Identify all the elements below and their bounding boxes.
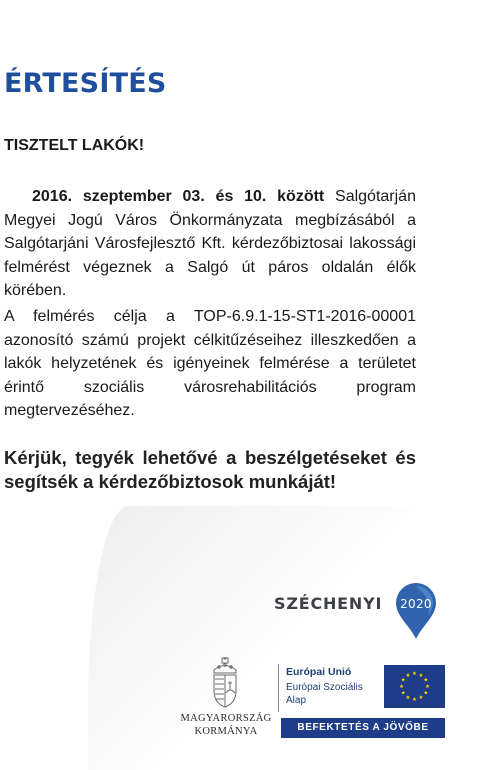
svg-text:★: ★ xyxy=(400,690,406,697)
paragraph-survey-dates xyxy=(4,185,416,303)
eu-name: Európai Unió xyxy=(286,666,352,678)
szechenyi-program-year: 2020 xyxy=(400,597,432,611)
greeting: TISZTELT LAKÓK! xyxy=(4,137,145,154)
svg-text:★: ★ xyxy=(399,684,404,690)
government-line-1: MAGYARORSZÁG xyxy=(180,713,272,724)
svg-text:★: ★ xyxy=(400,677,406,684)
notice-title: ÉRTESÍTÉS xyxy=(4,68,167,99)
svg-text:★: ★ xyxy=(412,671,417,677)
szechenyi-program-name: SZÉCHENYI xyxy=(274,594,383,613)
survey-description: Salgótarján Megyei Jogú Város Önkormányzata megbízásából a Salgótarjáni Városfejlesztő Kft. kérdezőbiztosai lakossági felmérést végeznek a Salgó út páros oldalán élők körében. xyxy=(4,188,416,299)
svg-text:★: ★ xyxy=(425,684,430,690)
svg-text:★: ★ xyxy=(418,695,424,702)
eu-fund-name: Európai Szociális Alap xyxy=(286,682,363,706)
eu-divider xyxy=(278,664,279,712)
government-name xyxy=(180,713,272,738)
appeal-text: Kérjük, tegyék lehetővé a beszélgetéseket és segítsék a kérdezőbiztosok munkáját! xyxy=(4,447,416,492)
slogan-banner: BEFEKTETÉS A JÖVŐBE xyxy=(281,718,445,738)
paragraph-survey-purpose: A felmérés célja a TOP-6.9.1-15-ST1-2016-00001 azonosító számú projekt célkitűzéseihez illeszkedően a lakók helyzetének és igényeinek felmérése a területet érintő szociális városrehabilitációs program megtervezéséhez. xyxy=(4,308,416,419)
szechenyi-pin-icon xyxy=(394,582,438,640)
government-line-2: KORMÁNYA xyxy=(194,725,258,737)
svg-text:★: ★ xyxy=(405,695,411,702)
hungarian-coat-of-arms-icon xyxy=(210,657,240,709)
eu-flag-icon xyxy=(384,665,445,708)
survey-dates: 2016. szeptember 03. és 10. között xyxy=(32,188,325,205)
svg-text:★: ★ xyxy=(418,672,424,679)
svg-text:★: ★ xyxy=(405,672,411,679)
svg-text:★: ★ xyxy=(423,677,429,684)
svg-text:★: ★ xyxy=(423,690,429,697)
svg-text:★: ★ xyxy=(412,697,417,703)
